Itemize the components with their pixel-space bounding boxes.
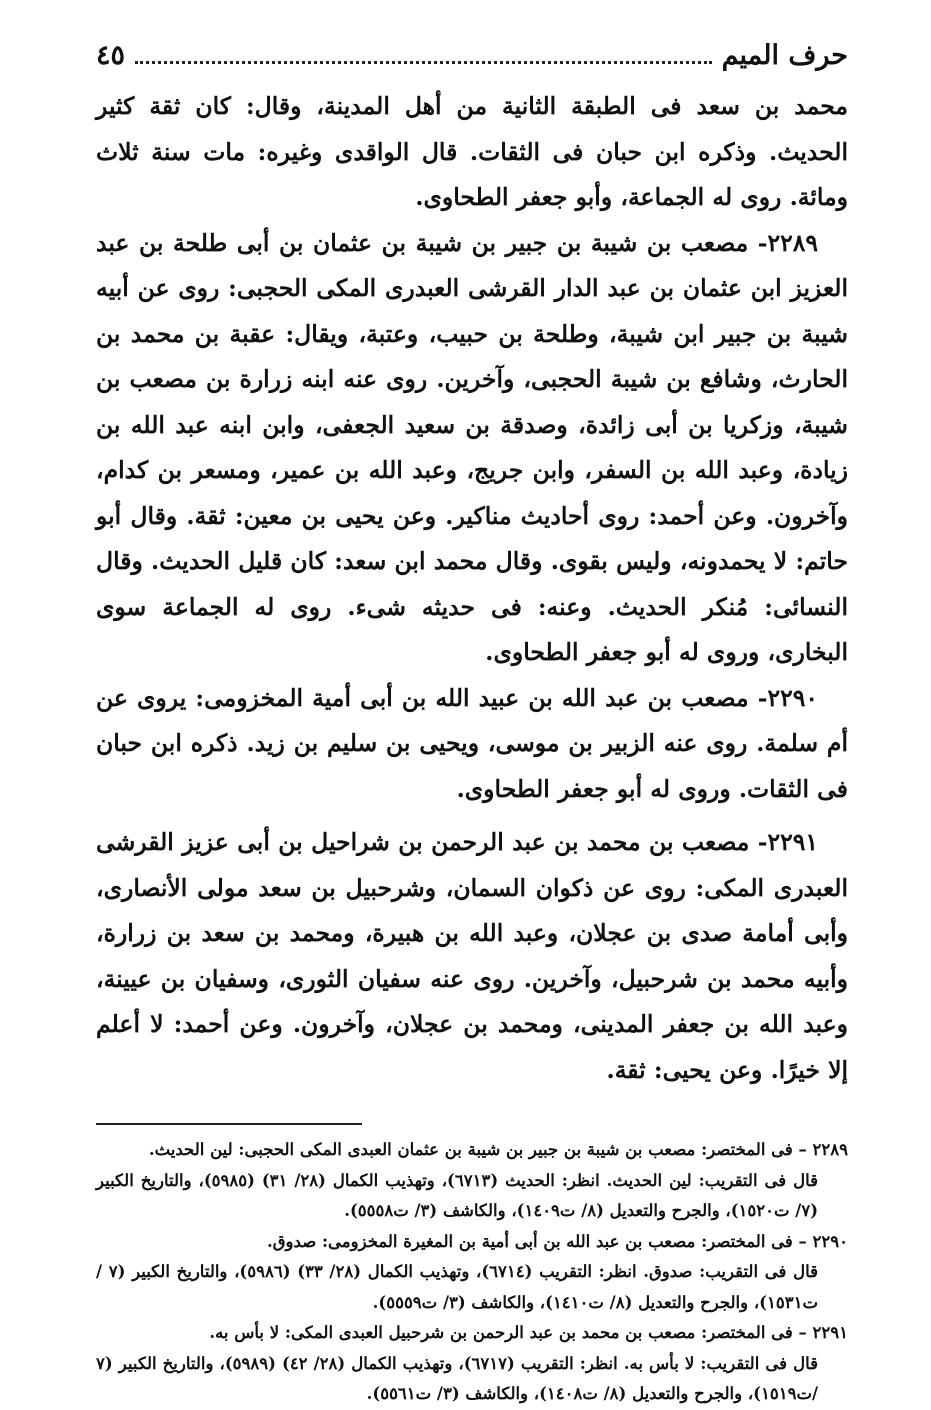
footnote-2289: ٢٢٨٩ – فى المختصر: مصعب بن شيبة بن جبير بن شيبة بن عثمان العبدى المكى الحجبى: لين الحديث.	[148, 1140, 848, 1159]
footnote-2290: ٢٢٩٠ – فى المختصر: مصعب بن عبد الله بن أبى أمية بن المغيرة المخزومى: صدوق.	[267, 1231, 848, 1251]
footnote-separator	[96, 1123, 362, 1125]
chapter-title: حرف الميم	[721, 40, 848, 71]
page-number: ٤٥	[96, 40, 126, 71]
footnotes	[96, 1135, 848, 1410]
entry-2289: ٢٢٨٩- مصعب بن شيبة بن جبير بن شيبة بن عثمان بن أبى طلحة بن عبد العزيز ابن عثمان بن عبد الدار القرشى العبدرى المكى الحجبى: روى عن أبيه شيبة بن جبير ابن شيبة، وطلحة بن حبيب، وعتبة، ويقال: عقبة بن محمد بن الحارث، وشافع بن شيبة الحجبى، وآخرين. روى عنه ابنه زرارة بن مصعب بن شيبة، وزكريا بن أبى زائدة، وصدقة بن سعيد الجعفى، وابن ابنه عبد الله بن زيادة، وعبد الله بن السفر، وابن جريج، وعبد الله بن عمير، ومسعر بن كدام، وآخرون. وعن أحمد: روى أحاديث مناكير. وعن يحيى بن معين: ثقة. وقال أبو حاتم: لا يحمدونه، وليس بقوى. وقال محمد ابن سعد: كان قليل الحديث. وقال النسائى: مُنكر الحديث. وعنه: فى حديثه شىء. روى له الجماعة سوى البخارى، وروى له أبو جعفر الطحاوى.	[96, 228, 848, 666]
entry-2291: ٢٢٩١- مصعب بن محمد بن عبد الرحمن بن شراحيل بن أبى عزيز القرشى العبدرى المكى: روى عن ذكوان السمان، وشرحبيل بن سعد مولى الأنصارى، وأبى أمامة صدى بن عجلان، وعبد الله بن هبيرة، ومحمد بن سعد بن زرارة، وأبيه محمد بن شرحبيل، وآخرين. روى عنه سفيان الثورى، وسفيان بن عيينة، وعبد الله بن جعفر المدينى، ومحمد بن عجلان، وآخرون. وعن أحمد: لا أعلم إلا خيرًا. وعن يحيى: ثقة.	[96, 828, 848, 1084]
main-text	[96, 84, 848, 1093]
footnote-2291: ٢٢٩١ – فى المختصر: مصعب بن محمد بن عبد الرحمن بن شرحبيل العبدى المكى: لا بأس به.	[209, 1323, 848, 1342]
header-leader-dots	[135, 61, 712, 64]
paragraph-continuation: محمد بن سعد فى الطبقة الثانية من أهل المدينة، وقال: كان ثقة كثير الحديث. وذكره ابن حبان فى الثقات. قال الواقدى وغيره: مات سنة ثلاث ومائة. روى له الجماعة، وأبو جعفر الطحاوى.	[96, 92, 848, 211]
book-page	[96, 40, 848, 1410]
footnote-2290-detail: قال فى التقريب: صدوق. انظر: التقريب (٦٧١٤)، وتهذيب الكمال (٢٨/ ٣٣) (٥٩٨٦)، والتاريخ الكبير (٧ /ت١٥٣١)، والجرح والتعديل (٨/ ت١٤١٠)، والكاشف (٣/ ت٥٥٥٩).	[96, 1262, 818, 1312]
running-header	[96, 40, 848, 84]
entry-2290: ٢٢٩٠- مصعب بن عبد الله بن عبيد الله بن أبى أمية المخزومى: يروى عن أم سلمة. روى عنه الزبير بن موسى، ويحيى بن سليم بن زيد. ذكره ابن حبان فى الثقات. وروى له أبو جعفر الطحاوى.	[96, 683, 848, 803]
footnote-2289-detail: قال فى التقريب: لين الحديث. انظر: الحديث (٦٧١٣)، وتهذيب الكمال (٢٨/ ٣١) (٥٩٨٥)، والتاريخ الكبير (٧/ ت١٥٢٠)، والجرح والتعديل (٨/ ت١٤٠٩)، والكاشف (٣/ ت٥٥٥٨).	[96, 1170, 818, 1220]
footnote-2291-detail: قال فى التقريب: لا بأس به. انظر: التقريب (٦٧١٧)، وتهذيب الكمال (٢٨/ ٤٢) (٥٩٨٩)، والتاريخ الكبير (٧ /ت١٥١٩)، والجرح والتعديل (٨/ ت١٤٠٨)، والكاشف (٣/ ت٥٥٦١).	[96, 1353, 818, 1403]
